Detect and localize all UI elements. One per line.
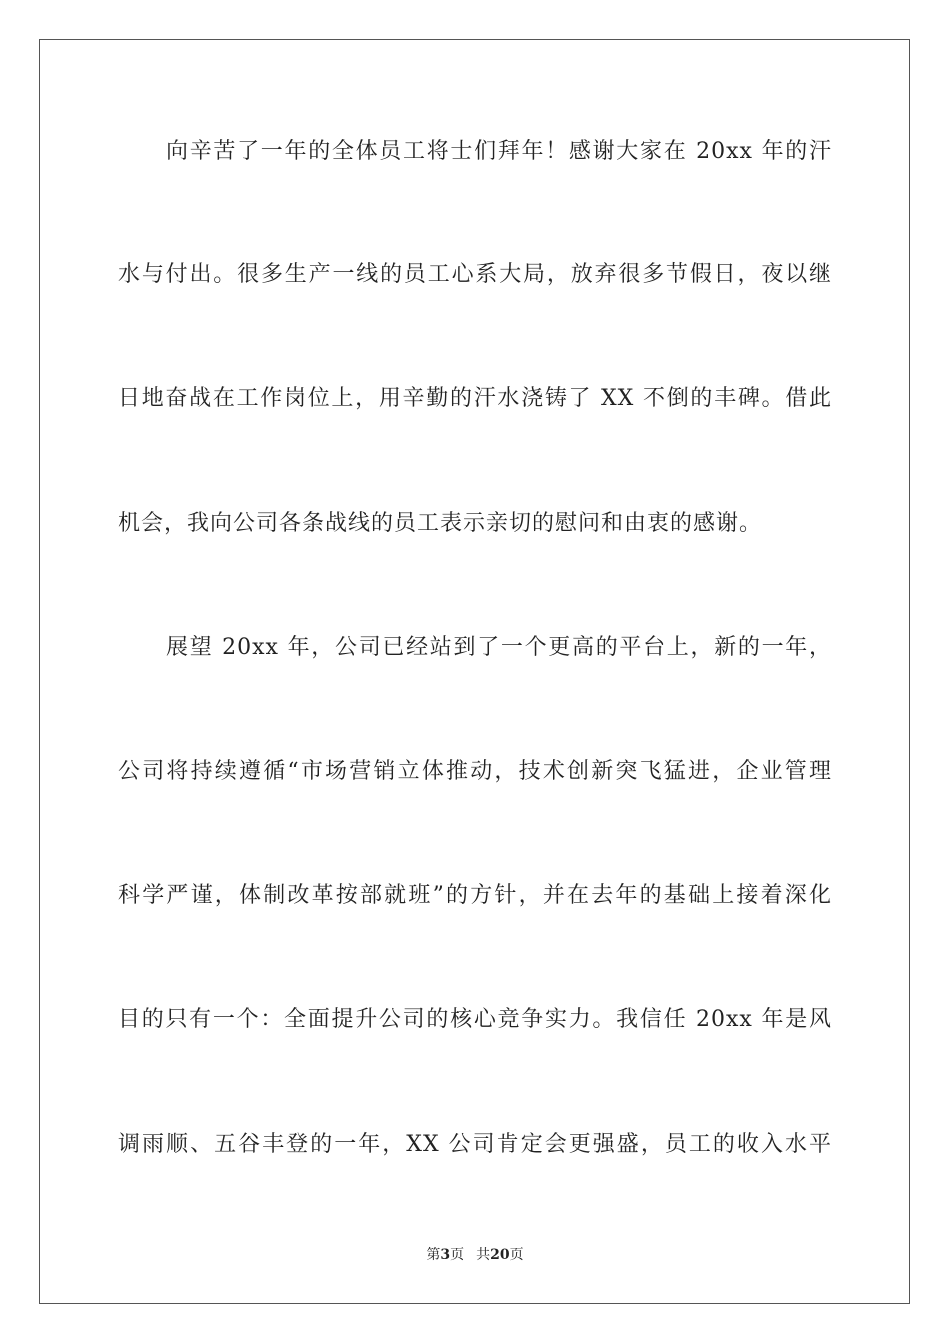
paragraph-line: 调雨顺、五谷丰登的一年，XX 公司肯定会更强盛，员工的收入水平 (118, 1132, 832, 1157)
paragraph-line: 展望 20xx 年，公司已经站到了一个更高的平台上，新的一年， (166, 635, 832, 660)
paragraph-line: 水与付出。很多生产一线的员工心系大局，放弃很多节假日，夜以继 (118, 262, 832, 287)
paragraph-line: 目的只有一个：全面提升公司的核心竞争实力。我信任 20xx 年是风 (118, 1007, 832, 1032)
page-prefix: 第 (426, 1247, 441, 1263)
page-frame (39, 39, 910, 1304)
page-suffix: 页 (450, 1247, 465, 1263)
page-footer (0, 1246, 950, 1264)
total-suffix: 页 (509, 1247, 524, 1263)
current-page-number: 3 (440, 1247, 451, 1263)
paragraph-line: 机会，我向公司各条战线的员工表示亲切的慰问和由衷的感谢。 (118, 511, 763, 536)
paragraph-line: 科学严谨，体制改革按部就班”的方针，并在去年的基础上接着深化 (118, 883, 832, 908)
total-page-count: 20 (490, 1247, 510, 1263)
paragraph-line: 向辛苦了一年的全体员工将士们拜年！感谢大家在 20xx 年的汗 (166, 139, 832, 164)
total-prefix: 共 (476, 1247, 491, 1263)
paragraph-line: 日地奋战在工作岗位上，用辛勤的汗水浇铸了 XX 不倒的丰碑。借此 (118, 386, 832, 411)
paragraph-line: 公司将持续遵循“市场营销立体推动，技术创新突飞猛进，企业管理 (118, 759, 832, 784)
